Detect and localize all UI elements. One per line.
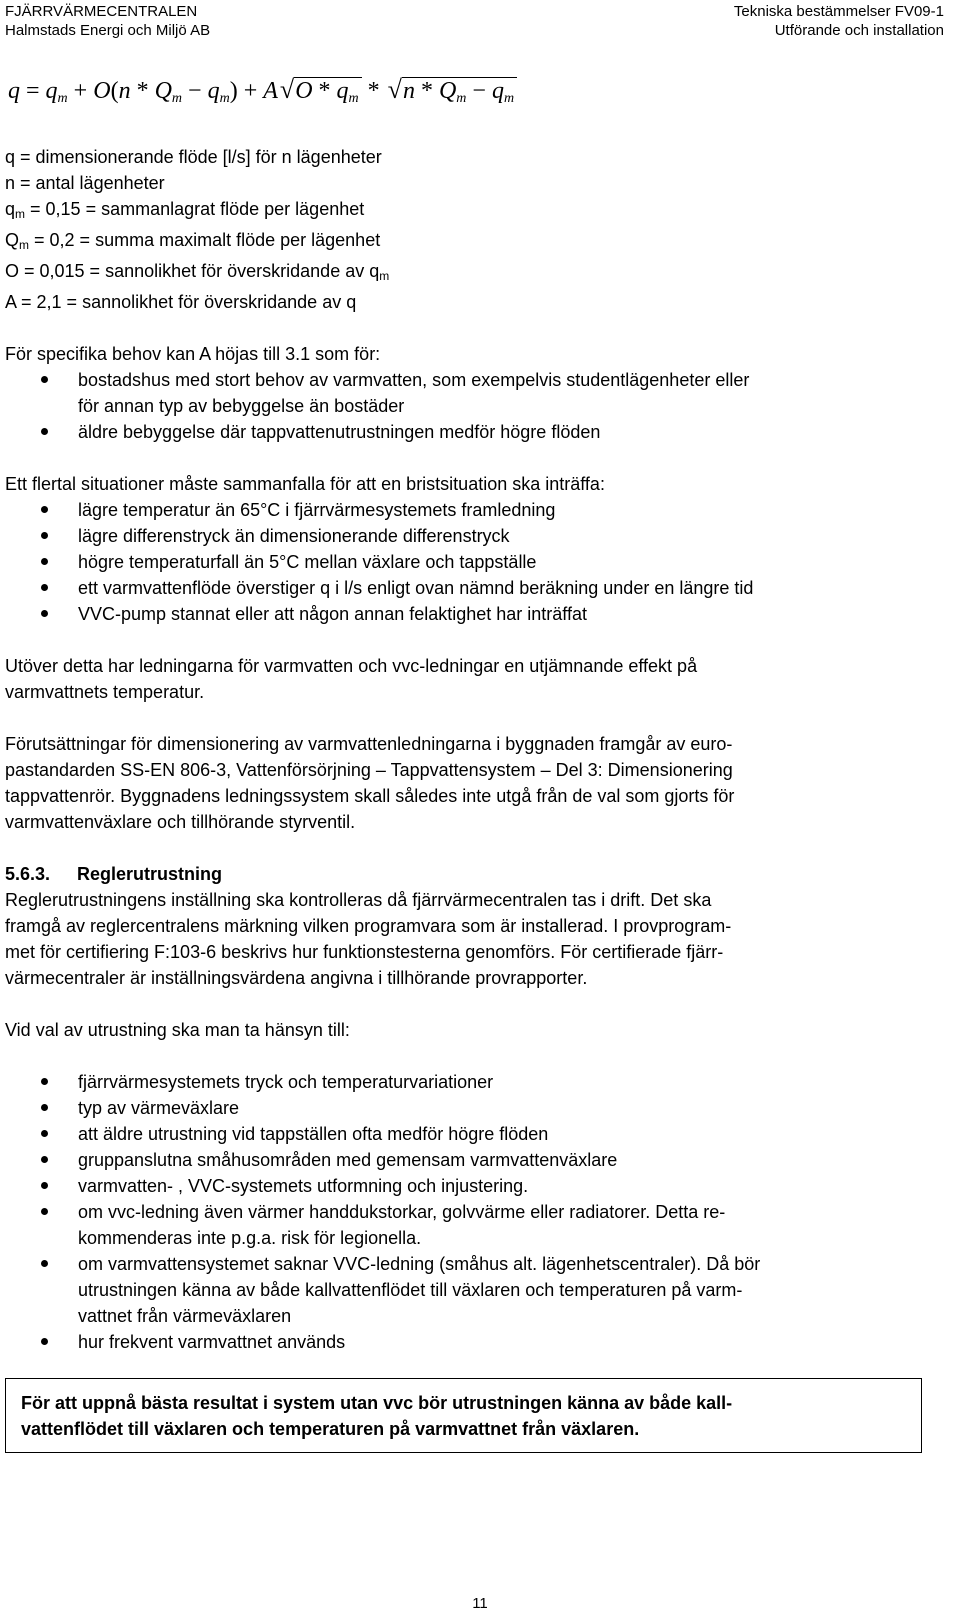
paragraph-line: värmecentraler är inställningsvärdena angivna i tillhörande provrapporter. [5,968,588,988]
formula-lparen: ( [110,78,119,104]
list-item: lägre differenstryck än dimensionerande differenstryck [5,523,935,549]
formula-Q: Q [438,78,457,104]
formula-sub: m [171,91,183,106]
formula-star: * [130,78,155,104]
formula-sub: m [503,91,515,106]
sqrt-icon: √ [387,75,402,104]
paragraph-line: tappvattenrör. Byggnadens ledningssystem skall således inte utgå från de val som gjorts för [5,786,735,806]
formula-plus: + [67,78,94,104]
definition-text: O = 0,015 = sannolikhet för överskridande av q [5,261,380,281]
definition-text: = 0,2 = summa maximalt flöde per lägenhet [29,230,381,250]
list-item-continuation: kommenderas inte p.g.a. risk för legionella. [78,1228,422,1248]
list-item: högre temperaturfall än 5°C mellan växlare och tappställe [5,549,935,575]
formula-sub: m [57,91,68,106]
definition-text: = 0,15 = sammanlagrat flöde per lägenhet [25,199,365,219]
list-item: fjärrvärmesystemets tryck och temperaturvariationer [5,1069,935,1095]
section-number: 5.6.3. [5,864,51,884]
formula-minus: − [466,78,492,104]
flow-formula [8,72,517,117]
definition-line [5,144,935,170]
formula-radicand-1 [294,77,361,104]
page-number: 11 [472,1595,488,1612]
formula-eq: = [20,78,46,104]
definition-line [5,227,935,258]
definition-subscript: m [15,207,26,221]
list-item: VVC-pump stannat eller att någon annan felaktighet har inträffat [5,601,935,627]
header-company-title: FJÄRRVÄRMECENTRALEN [5,3,198,20]
formula-minus: − [182,78,208,104]
paragraph-line: met för certifiering F:103-6 beskrivs hur funktionstesterna genomförs. För certifierade fjärr- [5,942,724,962]
list-item: hur frekvent varmvattnet används [5,1329,935,1355]
definition-text: A = 2,1 = sannolikhet för överskridande av q [5,292,357,312]
list-item: om varmvattensystemet saknar VVC-ledning (småhus alt. lägenhetscentraler). Då bör [5,1251,935,1277]
formula-qm: q [336,78,349,104]
definition-line [5,258,935,289]
formula-n: n [402,78,415,104]
formula-star: * [414,78,439,104]
list-item: varmvatten- , VVC-systemets utformning och injustering. [5,1173,935,1199]
header-right [734,2,944,40]
formula-plus: + [237,78,264,104]
highlight-box [5,1378,922,1453]
header-doc-title: Tekniska bestämmelser FV09-1 [733,3,944,20]
formula-sub: m [456,91,467,106]
paragraph-line: Reglerutrustningens inställning ska kontrolleras då fjärrvärmecentralen tas i drift. Det ska [5,890,712,910]
list-item-continuation: vattnet från värmeväxlaren [78,1306,292,1326]
formula-radicand-2 [402,77,517,104]
list-item-continuation: utrustningen känna av både kallvattenflödet till växlaren och temperaturen på varm- [78,1280,743,1300]
sqrt-icon: √ [279,75,295,104]
document-body [5,144,935,1355]
formula-sub: m [348,91,359,106]
definition-line [5,289,935,315]
formula-sub: m [219,91,230,106]
situationer-intro: Ett flertal situationer måste sammanfalla för att en bristsituation ska inträffa: [5,474,605,494]
highlight-box-text [21,1390,732,1442]
formula-Q: Q [154,78,172,104]
list-item: ett varmvattenflöde överstiger q i l/s enligt ovan nämnd beräkning under en längre tid [5,575,935,601]
list-item: typ av värmeväxlare [5,1095,935,1121]
paragraph-line: varmvattnets temperatur. [5,682,205,702]
formula-rparen: ) [229,78,238,104]
formula-q: q [8,78,20,104]
definition-subscript: m [19,238,30,252]
list-item-continuation: för annan typ av bebyggelse än bostäder [78,396,405,416]
definition-subscript: m [379,269,390,283]
paragraph-line: Utöver detta har ledningarna för varmvatten och vvc-ledningar en utjämnande effekt på [5,656,698,676]
formula-star: * [361,78,386,104]
list-item: bostadshus med stort behov av varmvatten, som exempelvis studentlägenheter eller [5,367,935,393]
formula-O: O [295,78,313,104]
formula-O: O [93,78,111,104]
header-company-name: Halmstads Energi och Miljö AB [5,22,211,39]
paragraph-line: Förutsättningar för dimensionering av varmvattenledningarna i byggnaden framgår av euro- [5,734,733,754]
specifika-intro: För specifika behov kan A höjas till 3.1 som för: [5,344,381,364]
hansyn-intro: Vid val av utrustning ska man ta hänsyn till: [5,1020,350,1040]
formula-n: n [118,78,131,104]
definition-text: q = dimensionerande flöde [l/s] för n lägenheter [5,147,382,167]
list-item: att äldre utrustning vid tappställen ofta medför högre flöden [5,1121,935,1147]
definition-text: Q [5,230,20,250]
definition-text: n = antal lägenheter [5,173,165,193]
paragraph-line: pastandarden SS-EN 806-3, Vattenförsörjning – Tappvattensystem – Del 3: Dimensionering [5,760,733,780]
highlight-line: vattenflödet till växlaren och temperaturen på varmvattnet från växlaren. [21,1419,640,1439]
formula-star: * [312,78,337,104]
list-item: äldre bebyggelse där tappvattenutrustningen medför högre flöden [5,419,935,445]
list-item: om vvc-ledning även värmer handdukstorkar, golvvärme eller radiatorer. Detta re- [5,1199,935,1225]
formula-A: A [263,78,278,104]
definition-line [5,170,935,196]
highlight-line: För att uppnå bästa resultat i system utan vvc bör utrustningen känna av både kall- [21,1393,733,1413]
definition-text: q [5,199,16,219]
formula-qm: q [491,78,504,104]
definition-line [5,196,935,227]
paragraph-line: framgå av reglercentralens märkning vilken programvara som är installerad. I provprogram- [5,916,732,936]
list-item: lägre temperatur än 65°C i fjärrvärmesystemets framledning [5,497,935,523]
paragraph-line: varmvattenväxlare och tillhörande styrventil. [5,812,356,832]
header-left [5,2,210,40]
formula-qm: q [45,78,58,104]
section-heading [5,861,935,887]
section-title: Reglerutrustning [77,864,223,884]
list-item: gruppanslutna småhusområden med gemensam varmvattenväxlare [5,1147,935,1173]
formula-qm: q [207,78,220,104]
header-doc-subtitle: Utförande och installation [774,22,944,39]
